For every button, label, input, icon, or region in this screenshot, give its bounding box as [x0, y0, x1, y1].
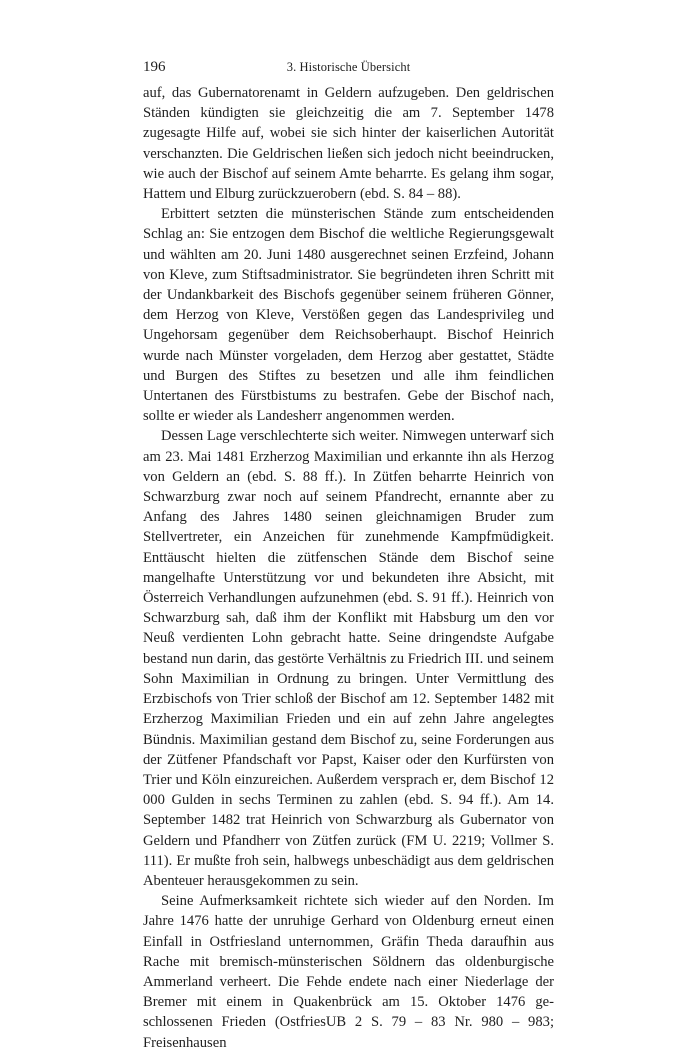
- book-page: [143, 55, 554, 1053]
- paragraph-north-focus: Seine Aufmerksamkeit richtete sich wieder auf den Norden. Im Jahre 1476 hatte der unruhige Gerhard von Oldenburg erneut einen Einfall in Ostfriesland unternommen, Gräfin Theda daraufhin aus Rache mit bremisch-münsterischen Söldnern das oldenburgische Ammerland verheert. Die Fehde endete nach einer Niederlage der Bremer mit einem in Quakenbrück am 15. Oktober 1476 geschlossenen Frieden (OstfriesUB 2 S. 79 – 83 Nr. 980 – 983; Freisenhausen: [143, 893, 554, 1051]
- paragraph-continuation: auf, das Gubernatorenamt in Geldern aufzugeben. Den geldrischen Ständen kündigten sie gleichzeitig die am 7. September 1478 zugesagte Hilfe auf, wobei sie sich hinter der kaiserlichen Autorität verschanzten. Die Geldrischen ließen sich jedoch nicht beeindrucken, wie auch der Bischof auf seinem Amte beharrte. Es gelang ihm sogar, Hattem und Elburg zurückzuerobern (ebd. S. 84 – 88).: [143, 85, 554, 203]
- page-number: 196: [143, 59, 166, 75]
- running-head: [143, 55, 554, 79]
- body-text: [143, 83, 554, 1053]
- section-title: 3. Historische Übersicht: [286, 60, 411, 74]
- paragraph-situation-worsens: Dessen Lage verschlechterte sich weiter. Nimwegen unterwarf sich am 23. Mai 1481 Erzherzog Maximilian und erkannte ihn als Herzog von Geldern an (ebd. S. 88 ff.). In Zütfen beharrte Heinrich von Schwarzburg zwar noch auf seinem Pfandrecht, ernannte aber zu Anfang des Jahres 1480 seinen gleichnamigen Bruder zum Stellvertreter, ein Anzeichen für zunehmende Kampfmüdigkeit. Enttäuscht hielten die zütfenschen Stände dem Bischof seine mangelhafte Unterstützung vor und bekundeten ihre Absicht, mit Österreich Verhandlungen aufzunehmen (ebd. S. 91 ff.). Heinrich von Schwarzburg sah, daß ihm der Konflikt mit Habsburg um den vor Neuß verdienten Lohn gebracht hatte. Seine dringendste Aufgabe bestand nun darin, das gestörte Verhältnis zu Friedrich III. und seinem Sohn Maximilian in Ordnung zu bringen. Unter Vermittlung des Erzbischofs von Trier schloß der Bischof am 12. September 1482 mit Erzherzog Maximilian Frieden und ein auf zehn Jahre angelegtes Bündnis. Maximilian gestand dem Bischof zu, seine Forderungen aus der Zütfener Pfandschaft vor Papst, Kaiser oder den Kurfürsten von Trier und Köln einzureichen. Außerdem versprach er, dem Bischof 12 000 Gulden in sechs Terminen zu zahlen (ebd. S. 94 ff.). Am 14. September 1482 trat Heinrich von Schwarzburg als Gubernator von Geldern und Pfandherr von Zütfen zurück (FM U. 2219; Vollmer S. 111). Er mußte froh sein, halbwegs unbeschädigt aus dem geldrischen Abenteuer herausgekommen zu sein.: [143, 428, 554, 889]
- paragraph-estates-election: Erbittert setzten die münsterischen Stände zum entscheidenden Schlag an: Sie entzogen dem Bischof die weltliche Regierungsgewalt und wählten am 20. Juni 1480 ausgerechnet seinen Erzfeind, Johann von Kleve, zum Stiftsadministrator. Sie begründeten ihren Schritt mit der Undankbarkeit des Bischofs gegenüber seinem früheren Gönner, dem Herzog von Kleve, Verstößen gegen das Landesprivileg und Ungehorsam gegenüber dem Reichsoberhaupt. Bischof Heinrich wurde nach Münster vorgeladen, dem Herzog aber gestattet, Städte und Burgen des Stiftes zu besetzen und alle ihm feindlichen Untertanen des Fürstbistums zu bestrafen. Gebe der Bischof nach, sollte er wieder als Landesherr angenommen werden.: [143, 206, 554, 425]
